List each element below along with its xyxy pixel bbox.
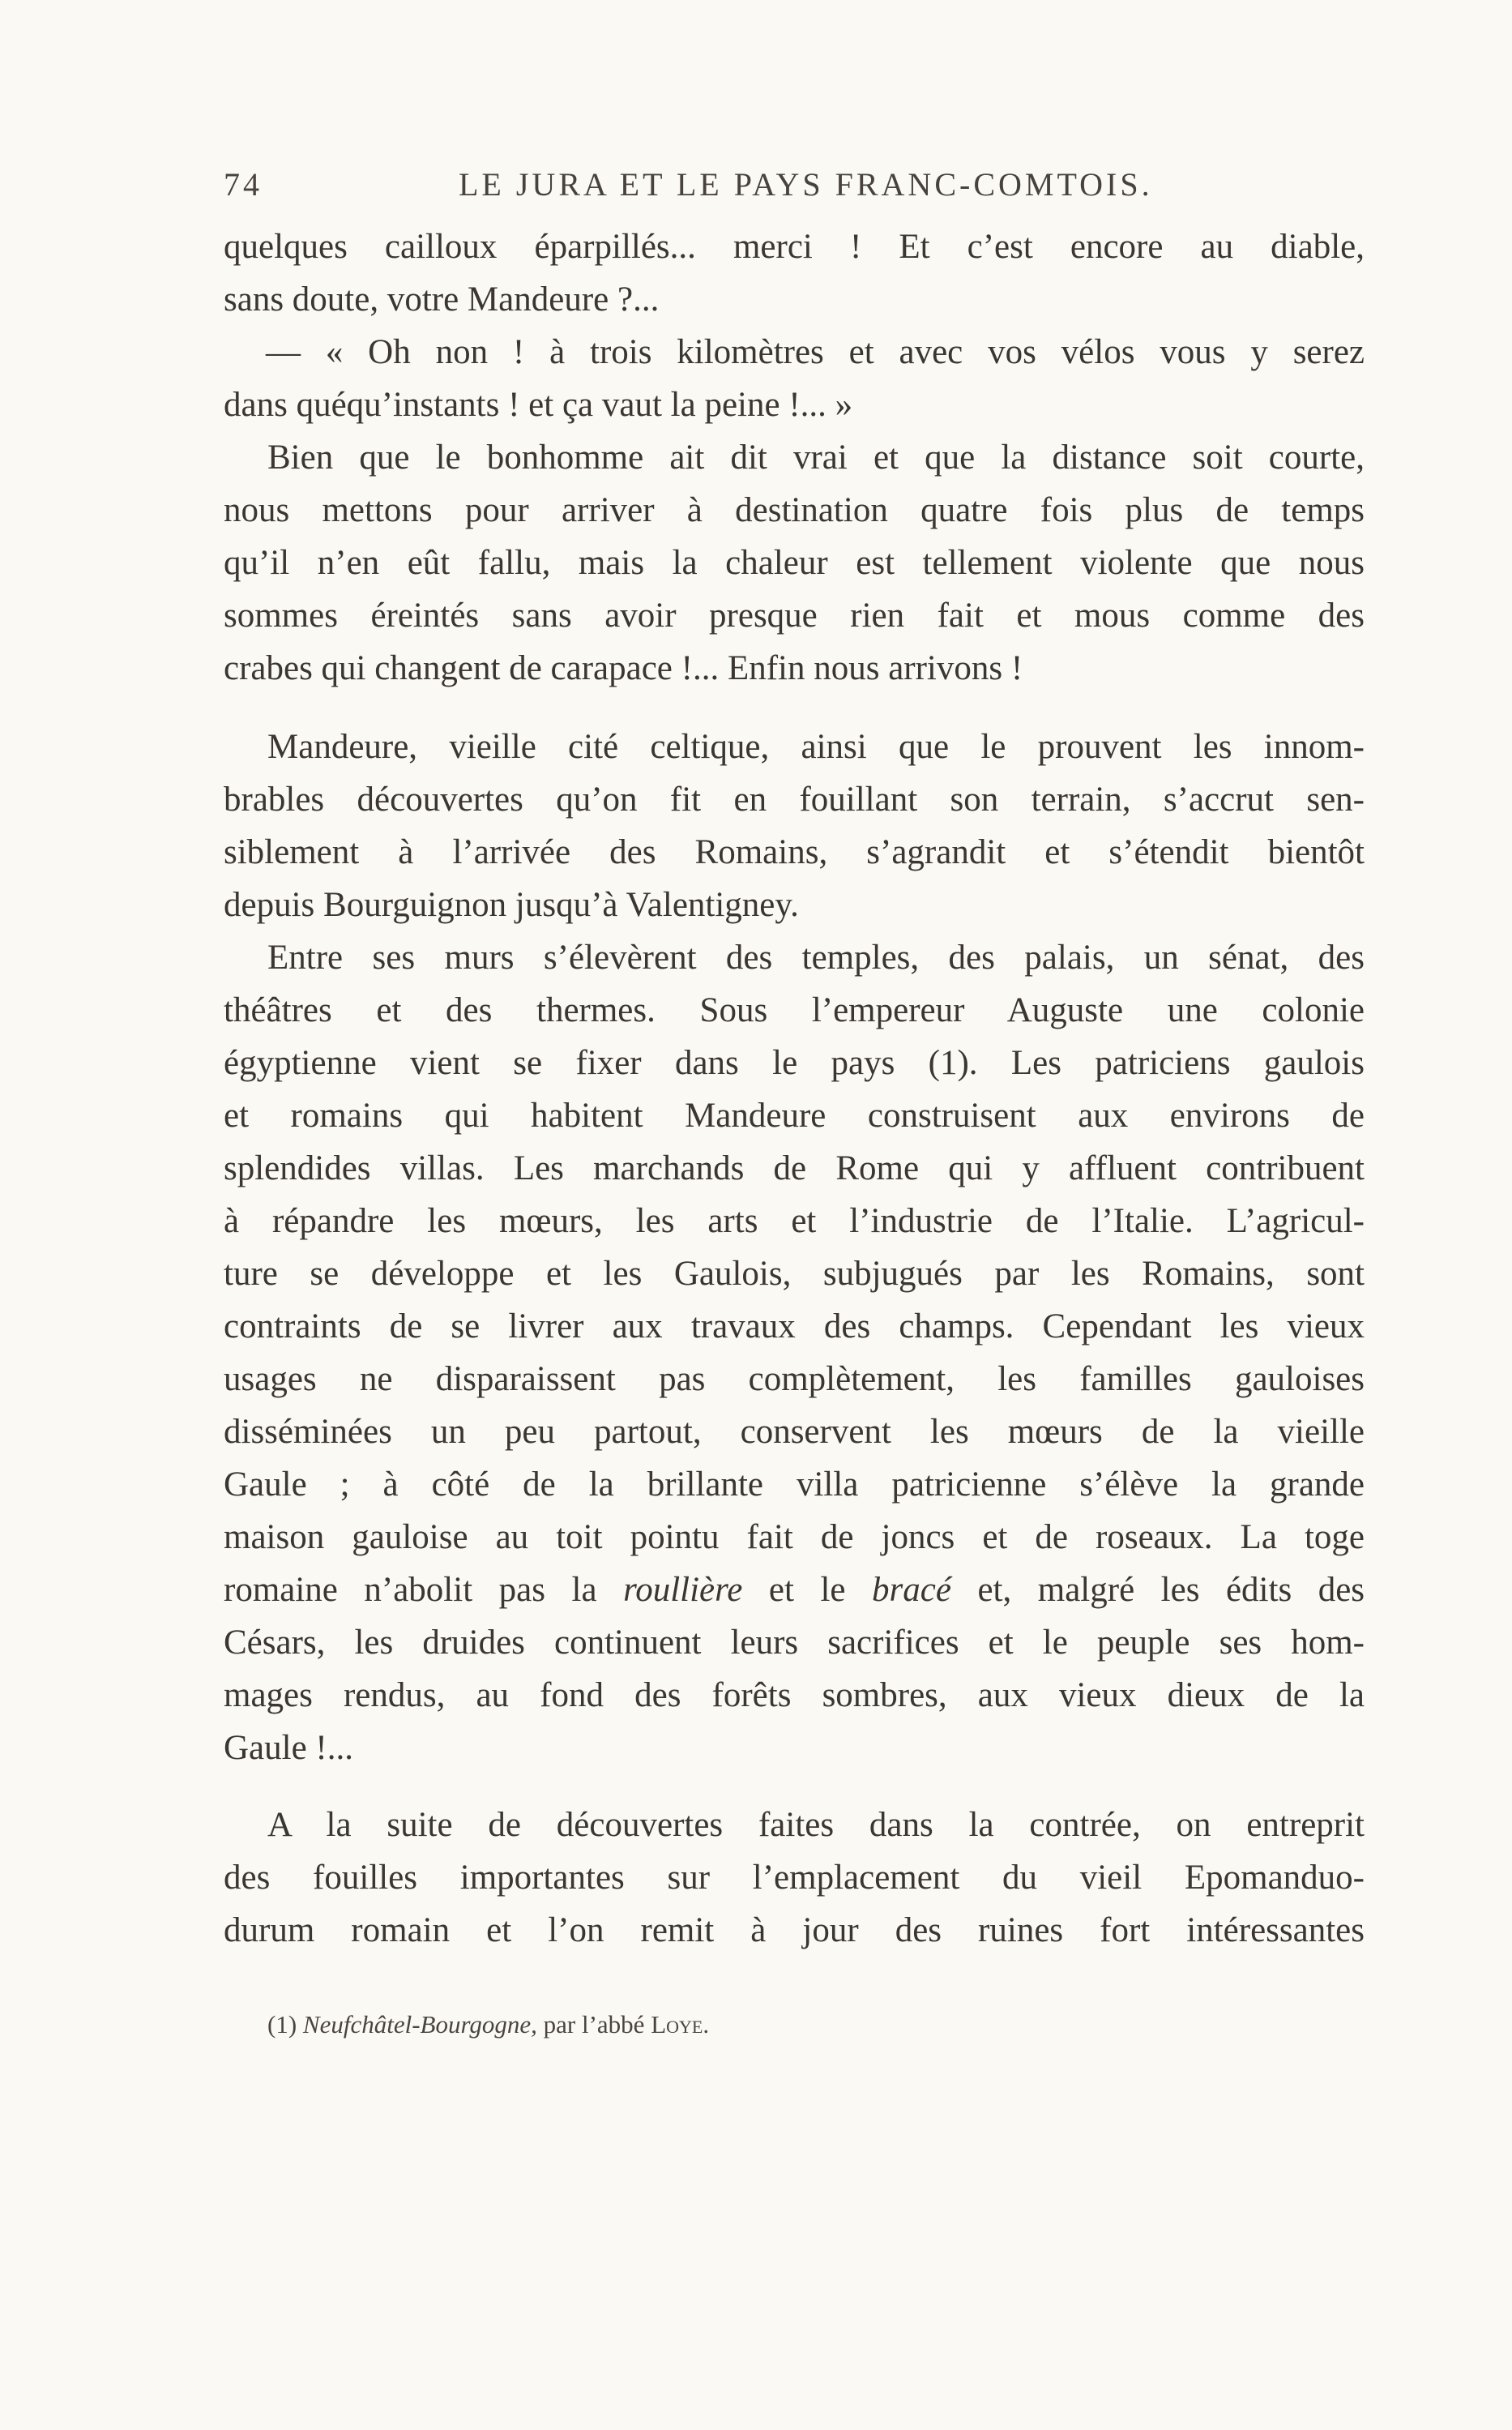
text-line: A la suite de découvertes faites dans la contrée, on entreprit <box>267 1806 1365 1844</box>
italic-term: bracé <box>872 1571 951 1609</box>
footnote-by: par l’abbé <box>543 2010 645 2039</box>
body-text <box>224 220 1365 1957</box>
text-line: crabes qui changent de carapace !... Enfin nous arrivons ! <box>224 649 1023 687</box>
text-line: contraints de se livrer aux travaux des champs. Cependant les vieux <box>224 1307 1365 1345</box>
text-run: romaine n’abolit pas la <box>224 1571 597 1609</box>
text-line: des fouilles importantes sur l’emplacement du vieil Epomanduo- <box>224 1859 1365 1897</box>
text-line: brables découvertes qu’on fit en fouillant son terrain, s’accrut sen- <box>224 781 1365 819</box>
text-line: et romains qui habitent Mandeure construisent aux environs de <box>224 1097 1365 1135</box>
text-line: sans doute, votre Mandeure ?... <box>224 280 660 319</box>
footnote <box>267 2009 709 2041</box>
text-line-with-italics <box>224 1564 1365 1616</box>
text-line: égyptienne vient se fixer dans le pays (1). Les patriciens gaulois <box>224 1044 1365 1082</box>
text-line: à répandre les mœurs, les arts et l’industrie de l’Italie. L’agricul- <box>224 1202 1365 1240</box>
text-line: Gaule !... <box>224 1729 353 1767</box>
running-title: LE JURA ET LE PAYS FRANC-COMTOIS. <box>459 166 1153 203</box>
text-line: Césars, les druides continuent leurs sacrifices et le peuple ses hom- <box>224 1624 1365 1662</box>
text-run: et le <box>768 1571 846 1609</box>
text-line: ture se développe et les Gaulois, subjugués par les Romains, sont <box>224 1255 1365 1293</box>
section-gap <box>224 695 1365 721</box>
text-line: — « Oh non ! à trois kilomètres et avec vos vélos vous y serez <box>266 333 1365 371</box>
text-line: maison gauloise au toit pointu fait de joncs et de roseaux. La toge <box>224 1518 1365 1556</box>
text-line: sommes éreintés sans avoir presque rien fait et mous comme des <box>224 597 1365 635</box>
footnote-title: Neufchâtel-Bourgogne, <box>302 2010 537 2039</box>
section-gap <box>224 1774 1365 1799</box>
text-run: et, malgré les édits des <box>977 1571 1365 1609</box>
page-header <box>224 165 1204 205</box>
footnote-marker: (1) <box>267 2010 297 2039</box>
text-line: siblement à l’arrivée des Romains, s’agrandit et s’étendit bientôt <box>224 833 1365 871</box>
text-line: usages ne disparaissent pas complètement, les familles gauloises <box>224 1360 1365 1398</box>
text-line: durum romain et l’on remit à jour des ruines fort intéressantes <box>224 1911 1365 1949</box>
text-line: depuis Bourguignon jusqu’à Valentigney. <box>224 886 799 924</box>
text-line: splendides villas. Les marchands de Rome qui y affluent contribuent <box>224 1149 1365 1187</box>
page-number: 74 <box>224 166 263 203</box>
text-line: qu’il n’en eût fallu, mais la chaleur est tellement violente que nous <box>224 544 1365 582</box>
text-line: Bien que le bonhomme ait dit vrai et que la distance soit courte, <box>267 439 1365 477</box>
text-line: nous mettons pour arriver à destination quatre fois plus de temps <box>224 491 1365 529</box>
text-line: Entre ses murs s’élevèrent des temples, des palais, un sénat, des <box>267 939 1365 977</box>
italic-term: roullière <box>623 1571 743 1609</box>
footnote-author: Loye. <box>651 2010 710 2039</box>
text-line: dans quéqu’instants ! et ça vaut la peine !... » <box>224 386 853 424</box>
text-line: Gaule ; à côté de la brillante villa patricienne s’élève la grande <box>224 1465 1365 1504</box>
text-line: théâtres et des thermes. Sous l’empereur Auguste une colonie <box>224 991 1365 1029</box>
text-line: mages rendus, au fond des forêts sombres, aux vieux dieux de la <box>224 1676 1365 1714</box>
text-line: disséminées un peu partout, conservent les mœurs de la vieille <box>224 1413 1365 1451</box>
text-line: Mandeure, vieille cité celtique, ainsi que le prouvent les innom- <box>267 728 1365 766</box>
text-line: quelques cailloux éparpillés... merci ! Et c’est encore au diable, <box>224 228 1365 266</box>
